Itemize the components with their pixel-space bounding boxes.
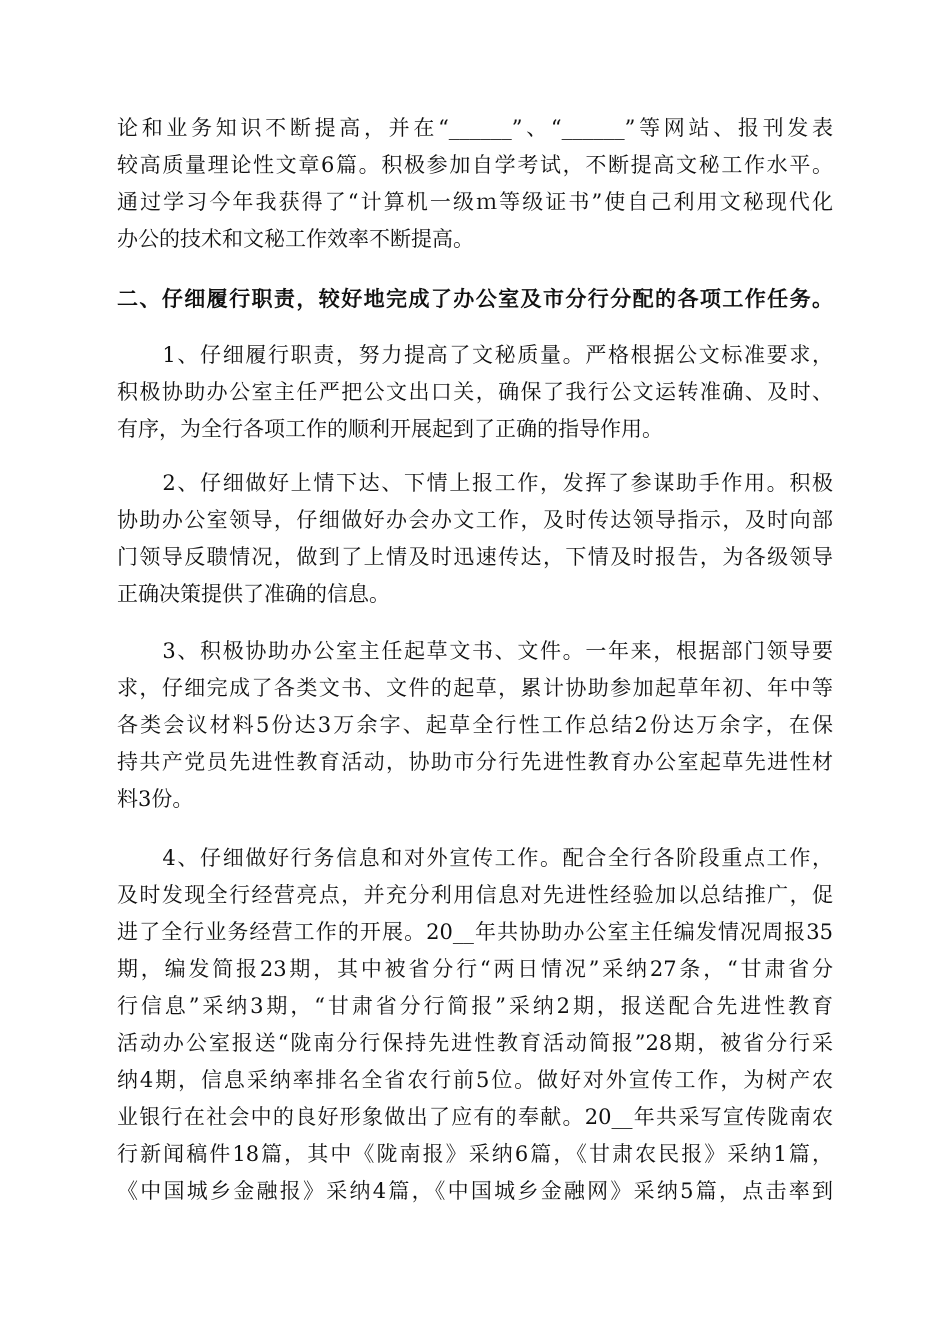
text-line: 有序，为全行各项工作的顺利开展起到了正确的指导作用。 [117,417,663,441]
text-line: 行新闻稿件18篇，其中《陇南报》采纳6篇，《甘肃农民报》采纳1篇， [117,1142,833,1166]
text-line: 1、仔细履行职责，努力提高了文秘质量。严格根据公文标准要求， [117,343,833,367]
text-line: 及时发现全行经营亮点，并充分利用信息对先进性经验加以总结推广，促 [117,883,833,907]
text-line: 门领导反聩情况，做到了上情及时迅速传达，下情及时报告，为各级领导 [117,545,833,569]
text-line: 纳4期，信息采纳率排名全省农行前5位。做好对外宣传工作，为树产农 [117,1068,833,1092]
text-line: 行信息”采纳3期，“甘肃省分行简报”采纳2期，报送配合先进性教育 [117,994,833,1018]
text-line: 较高质量理论性文章6篇。积极参加自学考试，不断提高文秘工作水平。 [117,153,833,177]
text-line: 2、仔细做好上情下达、下情上报工作，发挥了参谋助手作用。积极 [117,471,833,495]
text-line: 业银行在社会中的良好形象做出了应有的奉献。20__年共采写宣传陇南农 [117,1105,833,1129]
paragraph-item-4 [117,840,833,1210]
paragraph-intro [117,110,833,258]
text-line: 各类会议材料5份达3万余字、起草全行性工作总结2份达万余字，在保 [117,713,833,737]
text-line: 持共产党员先进性教育活动，协助市分行先进性教育办公室起草先进性材 [117,750,833,774]
text-line: 期，编发简报23期，其中被省分行“两日情况”采纳27条，“甘肃省分 [117,957,833,981]
text-line: 正确决策提供了准确的信息。 [117,582,390,606]
text-line: 协助办公室领导，仔细做好办会办文工作，及时传达领导指示，及时向部 [117,508,833,532]
paragraph-item-3 [117,633,833,818]
text-line: 3、积极协助办公室主任起草文书、文件。一年来，根据部门领导要 [117,639,833,663]
paragraph-item-2 [117,465,833,613]
text-line: 活动办公室报送“陇南分行保持先进性教育活动简报”28期，被省分行采 [117,1031,833,1055]
text-line: 积极协助办公室主任严把公文出口关，确保了我行公文运转准确、及时、 [117,380,833,404]
text-line: 通过学习今年我获得了“计算机一级ｍ等级证书”使自己利用文秘现代化 [117,190,833,214]
heading-text: 二、仔细履行职责，较好地完成了办公室及市分行分配的各项工作任务。 [117,287,833,311]
section-heading [117,281,833,318]
text-line: 《中国城乡金融报》采纳4篇，《中国城乡金融网》采纳5篇，点击率到 [117,1179,833,1203]
text-line: 办公的技术和文秘工作效率不断提高。 [117,227,474,251]
text-line: 进了全行业务经营工作的开展。20__年共协助办公室主任编发情况周报35 [117,920,833,944]
text-line: 料3份。 [117,787,194,811]
text-line: 求，仔细完成了各类文书、文件的起草，累计协助参加起草年初、年中等 [117,676,833,700]
paragraph-item-1 [117,337,833,448]
text-line: 4、仔细做好行务信息和对外宣传工作。配合全行各阶段重点工作， [117,846,833,870]
text-line: 论和业务知识不断提高，并在“______”、“______”等网站、报刊发表 [117,116,833,140]
